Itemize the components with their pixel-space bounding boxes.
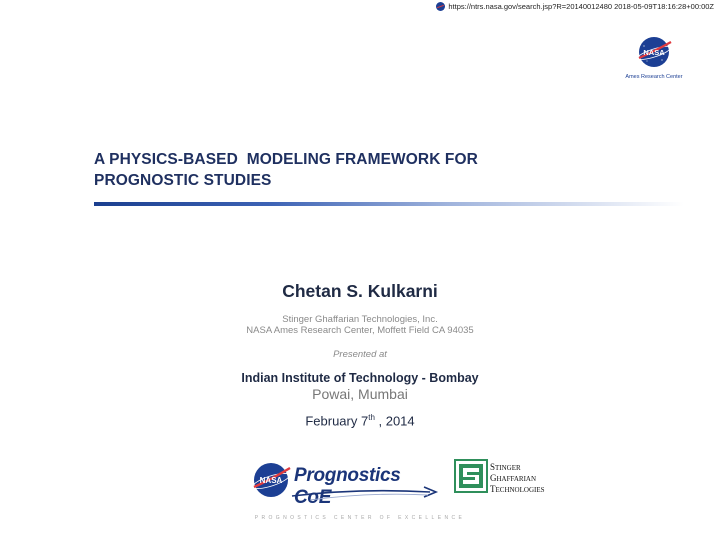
nasa-meatball-icon [252, 460, 292, 500]
author-name: Chetan S. Kulkarni [282, 281, 438, 301]
sgt-line1-rest: TINGER [495, 464, 521, 472]
prognostics-coe-text: Prognostics CoE [294, 465, 401, 508]
affiliation-center: NASA Ames Research Center, Moffett Field CA 94035 [246, 325, 474, 336]
institution-city: Powai, Mumbai [312, 386, 408, 402]
presented-at-label: Presented at [333, 349, 387, 360]
institution-name: Indian Institute of Technology - Bombay [241, 371, 479, 385]
slide-title [94, 149, 654, 191]
partner-logos [250, 458, 550, 508]
sgt-line1-cap: S [490, 462, 496, 472]
nasa-meatball-icon [635, 36, 673, 68]
sgt-logo-icon [454, 459, 488, 493]
prognostics-coe-logo [250, 458, 440, 508]
title-line-2: PROGNOSTIC STUDIES [94, 172, 272, 189]
nasa-logo-text: NASA [643, 48, 665, 57]
nasa-ames-logo [625, 36, 683, 80]
source-url-bar [436, 0, 714, 12]
date-prefix: February 7 [305, 413, 369, 429]
sgt-line2-rest: HAFFARIAN [496, 475, 537, 483]
nasa-mini-icon [436, 2, 445, 11]
source-url-text: https://ntrs.nasa.gov/search.jsp?R=20140012480 2018-05-09T18:16:28+00:00Z [448, 1, 714, 11]
sgt-line3-rest: ECHNOLOGIES [495, 486, 545, 494]
title-line-1: A PHYSICS-BASED MODELING FRAMEWORK FOR [94, 151, 478, 168]
logo-caption: Ames Research Center [625, 74, 683, 80]
footer-tagline: PROGNOSTICS CENTER OF EXCELLENCE [254, 515, 466, 521]
sgt-line2-cap: G [490, 473, 497, 483]
presentation-date [0, 413, 720, 428]
title-divider [94, 202, 684, 206]
sgt-logo-text [490, 462, 545, 495]
affiliation-company: Stinger Ghaffarian Technologies, Inc. [282, 314, 438, 325]
swoosh-arrow-icon [290, 482, 440, 502]
date-superscript: th [368, 413, 375, 422]
nasa-logo-text: NASA [259, 476, 283, 485]
sgt-line3-cap: T [490, 484, 496, 494]
date-suffix: , 2014 [374, 413, 415, 429]
